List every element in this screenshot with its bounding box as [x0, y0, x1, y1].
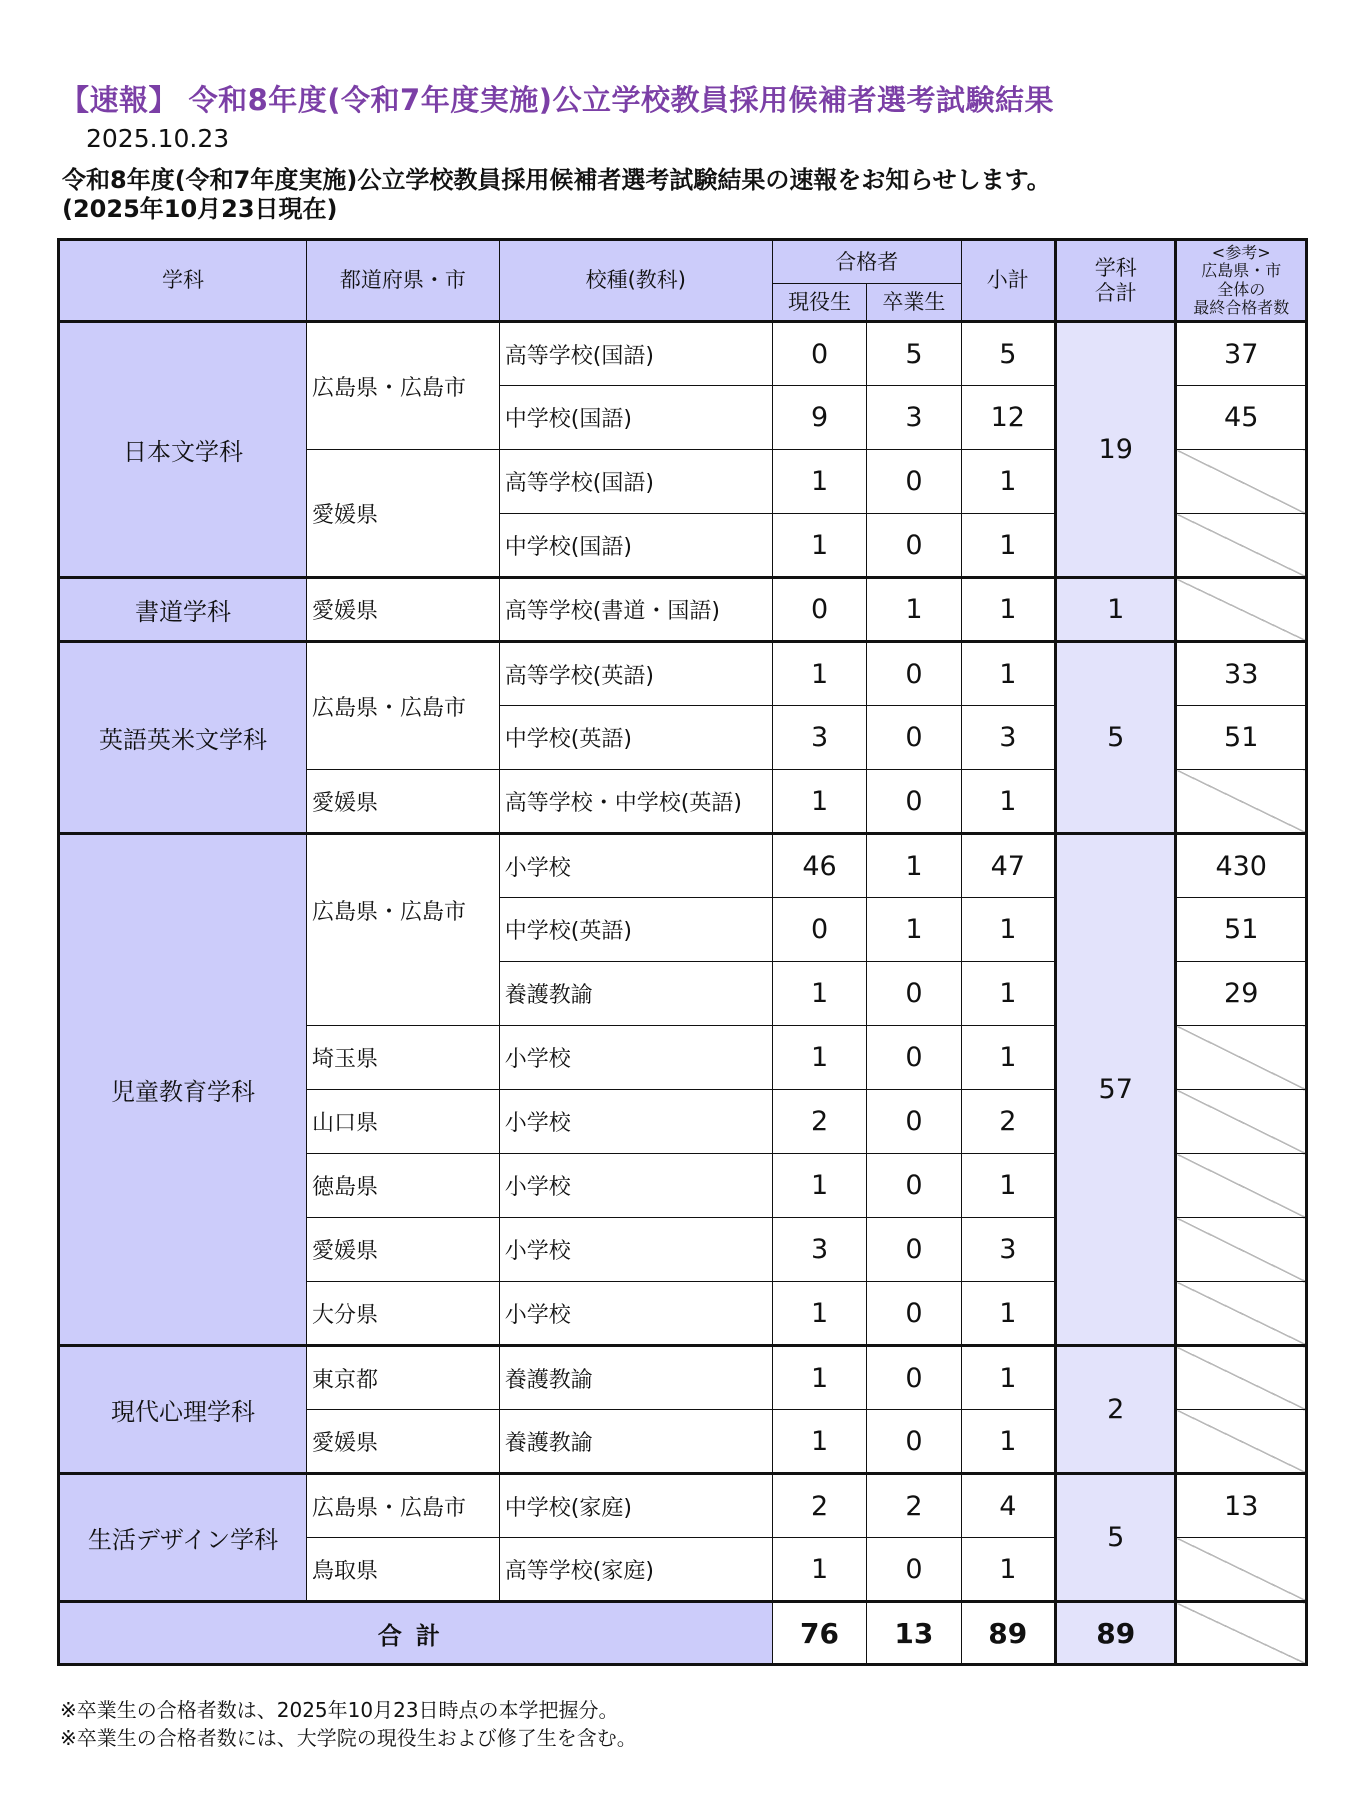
school-type: 小学校 [499, 1090, 772, 1154]
passed-subtotal: 47 [961, 834, 1055, 898]
school-type: 高等学校(家庭) [499, 1538, 772, 1602]
passed-subtotal: 4 [961, 1474, 1055, 1538]
passed-graduate: 0 [867, 770, 961, 834]
dept-name: 書道学科 [59, 578, 307, 642]
passed-graduate: 0 [867, 642, 961, 706]
total-dept-total: 89 [1055, 1602, 1175, 1665]
passed-subtotal: 1 [961, 1026, 1055, 1090]
passed-current: 1 [772, 1026, 866, 1090]
passed-graduate: 3 [867, 386, 961, 450]
passed-subtotal: 1 [961, 1346, 1055, 1410]
dept-name: 児童教育学科 [59, 834, 307, 1346]
school-type: 小学校 [499, 834, 772, 898]
passed-subtotal: 1 [961, 450, 1055, 514]
school-type: 中学校(英語) [499, 898, 772, 962]
reference-na [1176, 1410, 1307, 1474]
passed-current: 9 [772, 386, 866, 450]
footnote: ※卒業生の合格者数は、2025年10月23日時点の本学把握分。 [60, 1698, 619, 1722]
passed-graduate: 1 [867, 898, 961, 962]
header-passed: 合格者 [772, 240, 961, 284]
pref-name: 東京都 [306, 1346, 499, 1410]
dept-total: 5 [1055, 642, 1175, 834]
pref-name: 愛媛県 [306, 770, 499, 834]
school-type: 養護教諭 [499, 1346, 772, 1410]
school-type: 中学校(国語) [499, 386, 772, 450]
reference-count: 51 [1176, 706, 1307, 770]
passed-current: 2 [772, 1474, 866, 1538]
passed-graduate: 0 [867, 1218, 961, 1282]
reference-na [1176, 1538, 1307, 1602]
passed-subtotal: 1 [961, 1538, 1055, 1602]
reference-count: 51 [1176, 898, 1307, 962]
passed-graduate: 0 [867, 1538, 961, 1602]
header-graduate: 卒業生 [867, 284, 961, 322]
school-type: 高等学校(国語) [499, 322, 772, 386]
publish-date: 2025.10.23 [86, 124, 230, 153]
passed-graduate: 0 [867, 706, 961, 770]
header-dept: 学科 [59, 240, 307, 322]
total-subtotal: 89 [961, 1602, 1055, 1665]
page-title: 【速報】 令和8年度(令和7年度実施)公立学校教員採用候補者選考試験結果 [60, 83, 1054, 117]
header-dept-total-line2: 合計 [1094, 280, 1137, 305]
school-type: 中学校(家庭) [499, 1474, 772, 1538]
pref-name: 埼玉県 [306, 1026, 499, 1090]
passed-subtotal: 1 [961, 770, 1055, 834]
school-type: 小学校 [499, 1218, 772, 1282]
reference-count: 29 [1176, 962, 1307, 1026]
passed-current: 1 [772, 1410, 866, 1474]
reference-na [1176, 1218, 1307, 1282]
reference-na [1176, 1346, 1307, 1410]
passed-subtotal: 5 [961, 322, 1055, 386]
reference-na [1176, 514, 1307, 578]
passed-current: 0 [772, 322, 866, 386]
passed-graduate: 1 [867, 834, 961, 898]
table-row [59, 578, 1307, 642]
header-dept-total [1055, 240, 1175, 322]
passed-current: 1 [772, 962, 866, 1026]
passed-subtotal: 1 [961, 1410, 1055, 1474]
reference-count: 37 [1176, 322, 1307, 386]
pref-name: 愛媛県 [306, 578, 499, 642]
reference-count: 45 [1176, 386, 1307, 450]
reference-count: 13 [1176, 1474, 1307, 1538]
table-row [59, 1346, 1307, 1410]
reference-na [1176, 1026, 1307, 1090]
passed-current: 1 [772, 1154, 866, 1218]
passed-subtotal: 1 [961, 962, 1055, 1026]
passed-graduate: 0 [867, 1154, 961, 1218]
footnote: ※卒業生の合格者数には、大学院の現役生および修了生を含む。 [60, 1726, 637, 1750]
table-row [59, 642, 1307, 706]
passed-current: 0 [772, 898, 866, 962]
passed-current: 46 [772, 834, 866, 898]
passed-current: 3 [772, 1218, 866, 1282]
school-type: 小学校 [499, 1154, 772, 1218]
header-pref: 都道府県・市 [306, 240, 499, 322]
school-type: 高等学校(書道・国語) [499, 578, 772, 642]
header-ref-line4: 最終合格者数 [1193, 297, 1290, 317]
reference-na [1176, 770, 1307, 834]
passed-current: 1 [772, 642, 866, 706]
results-table [57, 238, 1308, 1666]
pref-name: 広島県・広島市 [306, 322, 499, 450]
pref-name: 徳島県 [306, 1154, 499, 1218]
passed-graduate: 0 [867, 514, 961, 578]
passed-current: 1 [772, 1282, 866, 1346]
passed-current: 2 [772, 1090, 866, 1154]
header-school: 校種(教科) [499, 240, 772, 322]
passed-current: 1 [772, 514, 866, 578]
dept-total: 19 [1055, 322, 1175, 578]
passed-subtotal: 1 [961, 514, 1055, 578]
dept-total: 2 [1055, 1346, 1175, 1474]
passed-graduate: 0 [867, 1026, 961, 1090]
header-current: 現役生 [772, 284, 866, 322]
reference-count: 430 [1176, 834, 1307, 898]
passed-graduate: 0 [867, 962, 961, 1026]
passed-current: 1 [772, 770, 866, 834]
table-row [59, 1474, 1307, 1538]
pref-name: 大分県 [306, 1282, 499, 1346]
school-type: 高等学校・中学校(英語) [499, 770, 772, 834]
passed-graduate: 5 [867, 322, 961, 386]
pref-name: 鳥取県 [306, 1538, 499, 1602]
total-current: 76 [772, 1602, 866, 1665]
passed-current: 1 [772, 1346, 866, 1410]
passed-subtotal: 3 [961, 1218, 1055, 1282]
passed-graduate: 2 [867, 1474, 961, 1538]
pref-name: 広島県・広島市 [306, 642, 499, 770]
reference-count: 33 [1176, 642, 1307, 706]
school-type: 養護教諭 [499, 962, 772, 1026]
passed-subtotal: 1 [961, 642, 1055, 706]
pref-name: 広島県・広島市 [306, 834, 499, 1026]
as-of-date: (2025年10月23日現在) [62, 195, 338, 223]
reference-na [1176, 1282, 1307, 1346]
passed-graduate: 0 [867, 1346, 961, 1410]
header-subtotal: 小計 [961, 240, 1055, 322]
passed-graduate: 0 [867, 1282, 961, 1346]
passed-subtotal: 12 [961, 386, 1055, 450]
pref-name: 山口県 [306, 1090, 499, 1154]
passed-current: 1 [772, 450, 866, 514]
passed-graduate: 0 [867, 1410, 961, 1474]
table-body [59, 322, 1307, 1602]
dept-total: 1 [1055, 578, 1175, 642]
dept-total: 57 [1055, 834, 1175, 1346]
school-type: 中学校(英語) [499, 706, 772, 770]
school-type: 中学校(国語) [499, 514, 772, 578]
passed-graduate: 1 [867, 578, 961, 642]
school-type: 小学校 [499, 1282, 772, 1346]
passed-current: 3 [772, 706, 866, 770]
school-type: 高等学校(英語) [499, 642, 772, 706]
total-reference-na [1176, 1602, 1307, 1665]
header-reference [1176, 240, 1307, 322]
total-label: 合計 [59, 1602, 773, 1665]
pref-name: 愛媛県 [306, 450, 499, 578]
passed-current: 0 [772, 578, 866, 642]
header-ref-line2: 広島県・市 [1201, 261, 1282, 281]
header-dept-total-line1: 学科 [1094, 256, 1137, 281]
school-type: 養護教諭 [499, 1410, 772, 1474]
dept-name: 英語英米文学科 [59, 642, 307, 834]
dept-name: 現代心理学科 [59, 1346, 307, 1474]
passed-subtotal: 1 [961, 578, 1055, 642]
reference-na [1176, 1090, 1307, 1154]
dept-name: 生活デザイン学科 [59, 1474, 307, 1602]
passed-current: 1 [772, 1538, 866, 1602]
dept-total: 5 [1055, 1474, 1175, 1602]
passed-graduate: 0 [867, 1090, 961, 1154]
total-graduate: 13 [867, 1602, 961, 1665]
reference-na [1176, 450, 1307, 514]
passed-subtotal: 1 [961, 898, 1055, 962]
table-row [59, 322, 1307, 386]
school-type: 高等学校(国語) [499, 450, 772, 514]
header-ref-line1: <参考> [1211, 242, 1271, 262]
reference-na [1176, 1154, 1307, 1218]
passed-subtotal: 1 [961, 1282, 1055, 1346]
reference-na [1176, 578, 1307, 642]
school-type: 小学校 [499, 1026, 772, 1090]
pref-name: 広島県・広島市 [306, 1474, 499, 1538]
passed-graduate: 0 [867, 450, 961, 514]
passed-subtotal: 1 [961, 1154, 1055, 1218]
dept-name: 日本文学科 [59, 322, 307, 578]
intro-text: 令和8年度(令和7年度実施)公立学校教員採用候補者選考試験結果の速報をお知らせします。 [62, 166, 1051, 194]
table-row [59, 834, 1307, 898]
passed-subtotal: 2 [961, 1090, 1055, 1154]
pref-name: 愛媛県 [306, 1218, 499, 1282]
passed-subtotal: 3 [961, 706, 1055, 770]
pref-name: 愛媛県 [306, 1410, 499, 1474]
header-ref-line3: 全体の [1217, 279, 1266, 299]
